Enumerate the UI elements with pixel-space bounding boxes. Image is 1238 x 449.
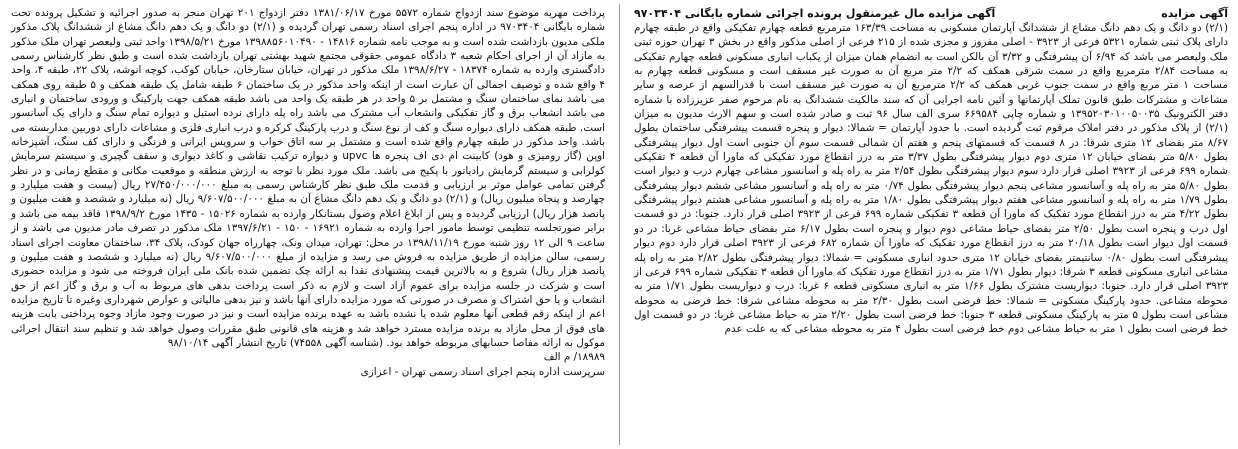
left-notice-column — [7, 4, 613, 445]
right-notice-column — [626, 4, 1232, 445]
notice-headline — [634, 6, 1228, 21]
notice-label: آگهی مزایده — [1161, 7, 1228, 20]
notice-footer-row — [11, 350, 605, 364]
notice-signature: سرپرست اداره پنجم اجرای اسناد رسمی تهران - اعزازی — [360, 365, 605, 378]
right-notice-body: (۲/۱) دو دانگ و یک دهم دانگ مشاع از ششدانگ آپارتمان مسکونی به مساحت ۱۶۳/۳۹ مترمربع قطعه چهارم تفکیکی واقع در طبقه چهارم دارای پلاک ثبتی شماره ۵۳۲۱ فرعی از ۳۹۲۳ - اصلی مفروز و مجزی شده از ۲۱۵ فرعی از اصلی مذکور واقع در بخش ۳ تهران حوزه ثبتی ملک ولیعصر می باشد که ۶/۹۴ آن پیشرفتگی و ۳/۳۲ آن بالکن است به انضمام همان میزان از یکباب انباری مسکونی قطعه چهارم تفکیکی به مساحت ۲/۸۴ مترمربع واقع در سمت شرقی همکف که ۲/۲ متر مربع آن به صورت غیر مسقف است و مسکونی قطعه چهارم به مساحت ۱ متر مربع واقع در سمت جنوب غربی همکف که ۲/۲ مترمربع آن به صورت غیر مسقف است با قدرالسهم از عرصه و سایر مشاعات و مشترکات طبق قانون تملک آپارتمانها و آئین نامه اجرایی آن که سند مالکیت ششدانگ به نام مرحوم صفر عزیززاده با شماره دفتر الکترونیک ۱۳۹۵۲۰۳۰۱۰۰۵۰۰۳۵ و شماره چاپی ۶۶۹۵۸۴ سری الف سال ۹۶ ثبت و صادر شده است و سهم الارث مدیون به میزان (۲/۱) از پلاک مذکور در دفتر املاک مرقوم ثبت گردیده است. با حدود آپارتمان = شمالا: دیوار و پنجره قسمت پیشرفتگی ساختمان بطول ۸/۶۷ متر بفضای ۱۲ متری شرقا: در ۸ قسمت که قسمتهای پنجم و هفتم آن شمالی قسمت سوم آن جنوبی است اول دیوار پیشرفتگی بطول ۵/۸۰ متر بفضای خیابان ۱۲ متری دوم دیوار پیشرفتگی بطول ۳/۳۷ متر به درز انقطاع مورد تفکیکی که ماورا آن قطعه ۴ تفکیکی شماره ۶۹۹ فرعی از ۳۹۲۳ اصلی قرار دارد سوم دیوار پیشرفتگی بطول ۲/۵۴ متر به راه پله و آسانسور مشاعی چهارم درب و دیوار است بطول ۵/۸۰ متر به راه پله و آسانسور مشاعی پنجم دیوار پیشرفتگی بطول ۰/۷۴ متر به راه پله و آسانسور مشاعی ششم دیوار پیشرفتگی بطول ۱/۷۹ متر به راه پله و آسانسور مشاعی هفتم دیوار پیشرفتگی بطول ۱/۸۰ متر به راه پله و آسانسور مشاعی هشتم دیوار پیشرفتگی بطول ۴/۲۲ متر به درز انقطاع مورد تفکیک که ماورا آن قطعه ۳ تفکیکی شماره ۶۹۹ فرعی از ۳۹۲۳ اصلی قرار دارد. جنوبا: در دو قسمت اول درب و پنجره است بطول ۲/۵۰ متر بفضای حیاط مشاعی دوم دیوار و پنجره است بطول ۶/۱۷ متر بفضای حیاط مشاعی غربا: در دو قسمت اول دیوار است بطول ۲۰/۱۸ متر به درز انقطاع مورد تفکیک که ماورا آن شماره ۶۸۲ فرعی از ۳۹۲۳ اصلی قرار دارد دوم دیوار پیشرفتگی است بطول ۰/۸۰ سانتیمتر بفضای خیابان ۱۲ متری حدود انباری مسکونی = شمالا: دیوار پیشرفتگی بطول ۲/۸۲ متر به راه پله مشاعی انباری مسکونی قطعه ۳ شرقا: دیوار بطول ۱/۷۱ متر به درز انقطاع مورد تفکیک که ماورا آن قطعه ۳ تفکیکی شماره ۶۹۹ فرعی از ۳۹۲۳ اصلی قرار دارد. جنوبا: دیواریست مشترک بطول ۱/۶۶ متر به انباری مسکونی قطعه ۶ غربا: درب و دیواریست بطول ۱/۷۱ متر به محوطه مشاعی. حدود پارکینگ مسکونی = شمالا: خط فرضی است بطول ۲/۳۰ متر به محوطه مشاعی شرقا: خط فرضی به محوطه مشاعی است بطول ۵ متر به پارکینگ مسکونی قطعه ۳ جنوبا: خط فرضی است بطول ۲/۲۰ متر به حیاط مشاعی غربا: در دو قسمت اول خط فرضی است بطول ۱ متر به حیاط مشاعی دوم خط فرضی است بطول ۴ متر به محوطه مشاعی که به علت عدم — [634, 22, 1229, 336]
notice-title: آگهی مزایده مال غیرمنقول پرونده اجرائی شماره بایگانی ۹۷۰۳۴۰۴ — [634, 7, 996, 20]
left-notice-body: پرداخت مهریه موضوع سند ازدواج شماره ۵۵۷۲ مورخ ۱۳۸۱/۰۶/۱۷ دفتر ازدواج ۲۰۱ تهران منجر به صدور اجرائیه و تشکیل پرونده تحت شماره بایگانی ۹۷۰۳۴۰۴ در اداره پنجم اجرای اسناد رسمی تهران گردیده و (۲/۱) دو دانگ و یک دهم دانگ مشاع از ششدانگ پلاک مذکور ملکی مدیون بازداشت شده است و به موجب نامه شماره ۱۴۸۱۶ - ۱۳۹۸۸۵۶۰۱۰۴۹۰ مورخ ۱۳۹۸/۵/۲۱ واحد ثبتی ولیعصر تهران ملک مذکور به مازاد آن از اجرای احکام شعبه ۳ دادگاه عمومی حقوقی مجتمع شهید بهشتی تهران بازداشت شده است و طبق نظر کارشناس رسمی دادگستری وارده به شماره ۱۸۳۷۴ - ۱۳۹۸/۶/۲۷ ملک مذکور در تهران، خیابان ستارخان، خیابان کوکب، کوچه انوشه، پلاک ۲۲، طبقه ۴، واحد ۴ واقع شده و توصیف اجمالی آن عبارت است از اینکه واحد مذکور در یک ساختمان ۶ طبقه شامل یک طبقه همکف و ۵ طبقه روی همکف می باشد نمای ساختمان سنگ و مشتمل بر ۵ واحد در هر طبقه یک واحد می باشد طبقه همکف جهت پارکینگ و ورودی ساختمان و انباری می باشد انشعاب برق و گاز تفکیکی وانشعاب آب مشترک می باشد راه پله دارای نرده استیل و دیواره تمام سنگ و دارای یک آسانسور است. طبقه همکف دارای دیواره سنگ و کف از نوع سنگ و درب پارکینگ کرکره و درب انباری فلزی و مشاعات دارای دوربین مداربسته می باشد. واحد مذکور در طبقه چهارم واقع شده است و مشتمل بر سه اتاق خواب و سرویس ایرانی و فرنگی و دارای کف سنگ، آشپزخانه اوپن (گاز رومیزی و هود) کابینت ام دی اف پنجره ها upvc و دیواره ترکیب نقاشی و کاغذ دیواری و سقف گچبری و سیستم سرمایش کولرابی و سیستم گرمایش رادیاتور با پکیج می باشد. ملک مورد نظر با توجه به ارزش منطقه و موقعیت مکانی و مقطع زمانی و در نظر گرفتن تمامی عوامل موثر بر ارزیابی و قدمت ملک طبق نظر کارشناس رسمی به مبلغ ۲۷/۴۵۰/۰۰۰/۰۰۰ ریال (بیست و هفت میلیارد و چهارصد و پنجاه میلیون ریال) و (۲/۱) دو دانگ و یک دهم دانگ مشاع آن به مبلغ ۹/۶۰۷/۵۰۰/۰۰۰ ریال (نه میلیارد و ششصد و هفت میلیون و پانصد هزار ریال) ارزیابی گردیده و پس از ابلاغ اعلام وصول بستانکار وارده به شماره ۱۵۰۲۶ - ۱۴۳۵ مورخ ۱۳۹۸/۹/۲ فاقد بیمه می باشد و برابر صورتجلسه تنظیمی توسط مامور اجرا وارده به شماره ۱۶۹۲۱ - ۱۵۰ - ۱۳۹۷/۶/۲۱ ملک مذکور در تصرف مادر مدیون می باشد و از ساعت ۹ الی ۱۲ روز شنبه مورخ ۱۳۹۸/۱۱/۱۹ در محل: تهران، میدان ونک، چهارراه جهان کودک، پلاک ۳۴، ساختمان معاونت اجرای اسناد رسمی، سالن مزایده از طریق مزایده به فروش می رسد و مزایده از مبلغ ۹/۶۰۷/۵۰۰/۰۰۰ ریال (نه میلیارد و ششصد و هفت میلیون و پانصد هزار ریال) شروع و به بالاترین قیمت پیشنهادی نقدا به ارائه چک تضمین شده بانک ملی ایران فروخته می شود و مزایده حضوری است و شرکت در جلسه مزایده برای عموم آزاد است و لازم به ذکر است پرداخت بدهی های مربوط به آب و برق و گاز اعم از حق انشعاب و یا حق اشتراک و مصرف در صورتی که مورد مزایده دارای آنها باشد و نیز بدهی مالیاتی و عوارض شهرداری وغیره تا تاریخ مزایده اعم از اینکه رقم قطعی آنها معلوم شده یا نشده باشد به عهده برنده مزایده است و نیز در صورت وجود مازاد وجوه پرداختی بابت هزینه های فوق از محل مازاد به برنده مزایده مسترد خواهد شد و هزینه های قانونی طبق مقررات وصول خواهد شد و تنظیم سند انتقال اجرائی موکول به ارائه مفاصا حسابهای مربوطه خواهد بود. (شناسه آگهی ۷۴۵۵۸) تاریخ انتشار آگهی ۹۸/۱۰/۱۴ — [11, 7, 606, 349]
notice-code: ۱۸۹۸۹/ م الف — [543, 351, 605, 364]
column-divider — [619, 4, 620, 445]
